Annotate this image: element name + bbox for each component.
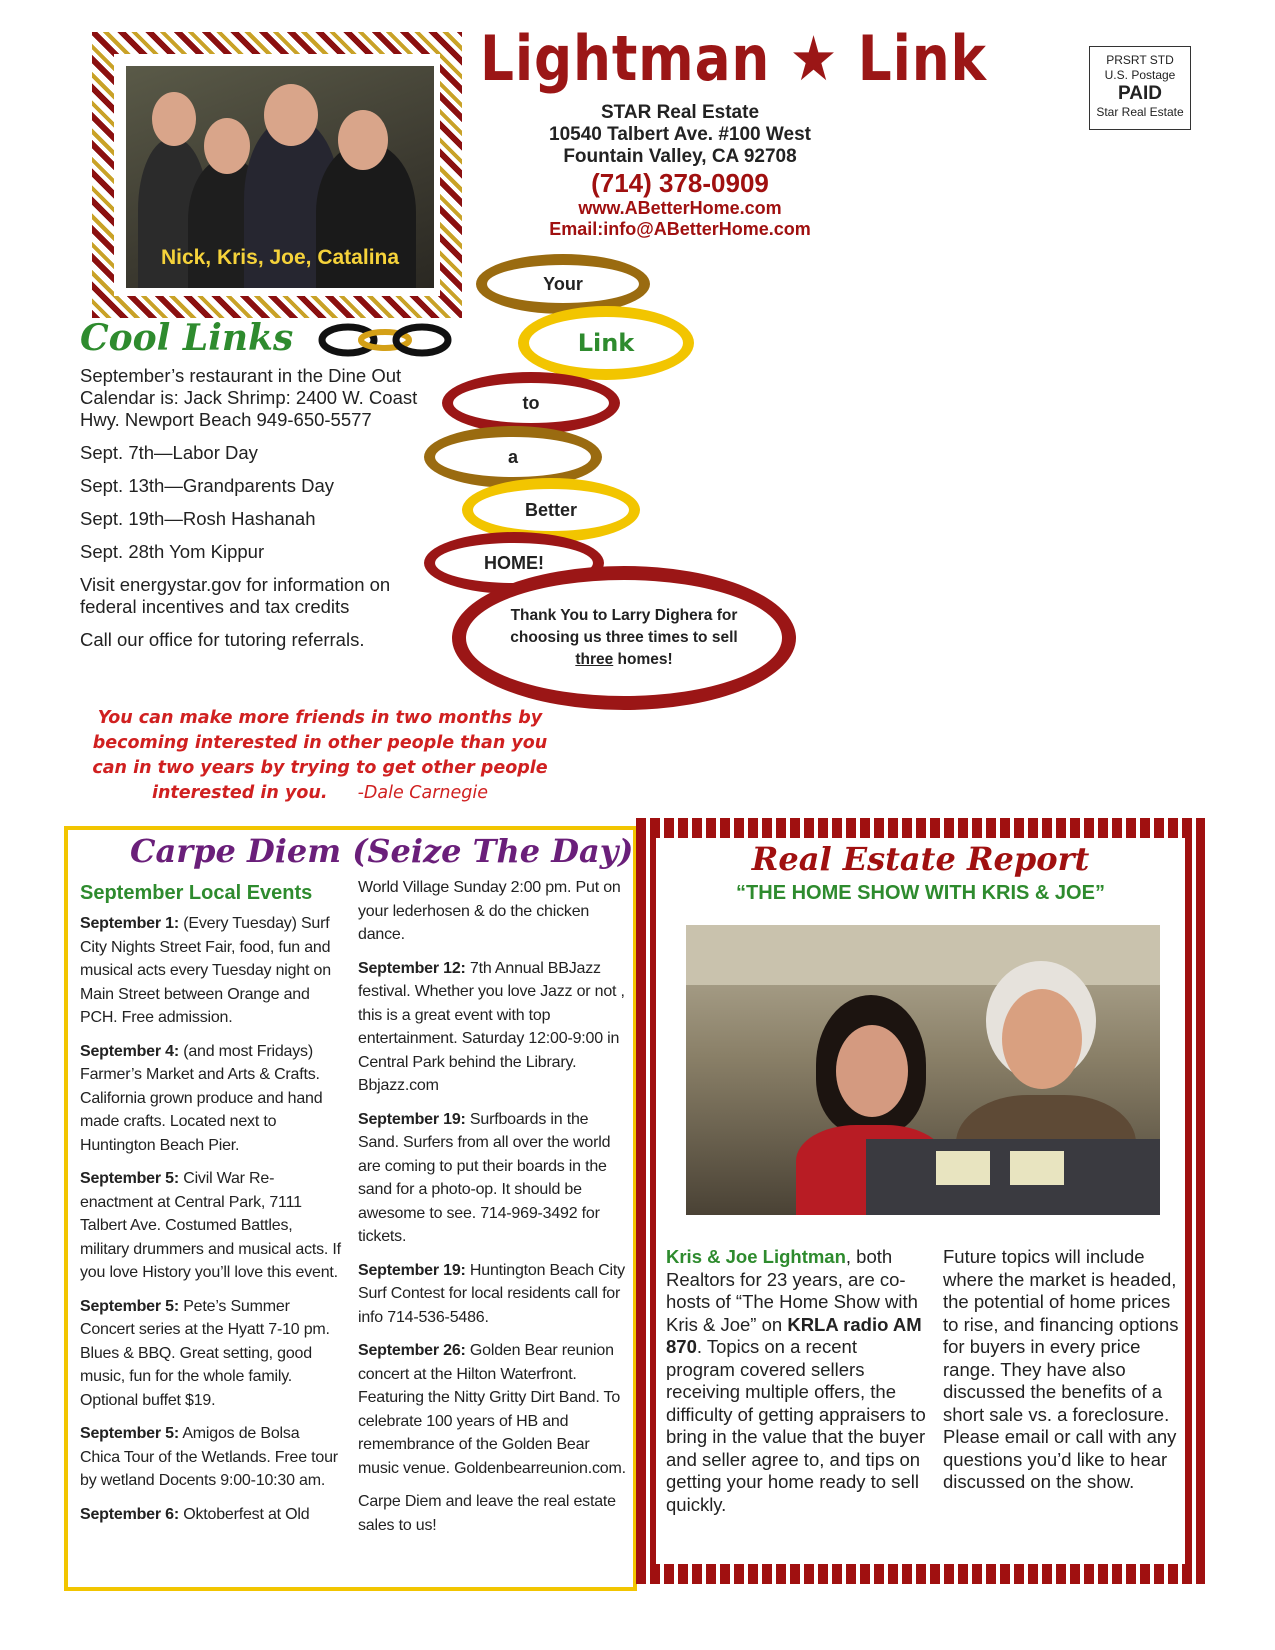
cool-link-item: Sept. 19th—Rosh Hashanah <box>80 508 316 529</box>
company-name: STAR Real Estate <box>600 102 760 123</box>
cool-link-item: Sept. 13th—Grandparents Day <box>80 475 335 496</box>
oval-your <box>476 254 650 314</box>
postage-paid: PAID <box>1118 83 1162 104</box>
event-item: September 5: Amigos de Bolsa Chica Tour of the Wetlands. Free tour by wetland Docents 9:00-10:30 am. <box>80 1425 338 1489</box>
web-contacts <box>470 198 890 240</box>
event-item: September 4: (and most Fridays) Farmer’s Market and Arts & Crafts. California grown produce and hand made crafts. Located next to Huntington Beach Pier. <box>80 1042 323 1154</box>
oval-word: Link <box>577 329 635 357</box>
events-subtitle: September Local Events <box>80 882 313 904</box>
oval-word: a <box>507 446 518 467</box>
radio-station: KRLA radio AM 870 <box>666 1313 922 1357</box>
quote-text: You can make more friends in two months by becoming interested in other people than you can in two years by trying to get other people interested in you. <box>92 708 548 803</box>
event-item: September 19: Surfboards in the Sand. Surfers from all over the world are coming to put their boards in the sand for a photo-op. It should be awesome to see. 714-969-3492 for tickets. <box>358 1110 611 1245</box>
report-subtitle: “THE HOME SHOW WITH KRIS & JOE” <box>736 882 1105 904</box>
photo-caption: Nick, Kris, Joe, Catalina <box>160 246 400 269</box>
oval-link <box>518 306 694 380</box>
cool-link-item: Sept. 28th Yom Kippur <box>80 541 265 562</box>
postage-line-4: Star Real Estate <box>1096 105 1184 119</box>
event-continued: World Village Sunday 2:00 pm. Put on your lederhosen & do the chicken dance. <box>358 879 621 943</box>
events-column-left <box>80 912 342 1536</box>
event-item: September 5: Pete’s Summer Concert series at the Hyatt 7-10 pm. Blues & BBQ. Great setting, good music, fun for the whole family. Optional buffet $19. <box>80 1297 330 1409</box>
quote-author: -Dale Carnegie <box>357 783 489 803</box>
phone-number: (714) 378-0909 <box>591 168 769 198</box>
oval-to <box>442 372 620 434</box>
oval-word: Your <box>543 273 583 294</box>
cool-link-item: Sept. 7th—Labor Day <box>80 442 258 463</box>
postage-indicia <box>1089 46 1191 130</box>
report-title: Real Estate Report <box>751 840 1090 878</box>
address-line-1: 10540 Talbert Ave. #100 West <box>549 124 811 145</box>
email-link[interactable]: Email:info@ABetterHome.com <box>549 219 811 239</box>
radio-studio-photo <box>686 925 1160 1215</box>
postage-line-2: U.S. Postage <box>1104 68 1176 82</box>
report-column-right: Future topics will include where the market is headed, the potential of home prices to rise, and financing options for buyers in every price range. They have also discussed the benefits of a short sale vs. a foreclosure. Please email or call with any questions you’d like to hear discussed on the show. <box>943 1246 1179 1492</box>
quote <box>80 706 560 806</box>
event-item: September 26: Golden Bear reunion concert at the Hilton Waterfront. Featuring the Nitty Gritty Dirt Band. To celebrate 100 years of HB and remembrance of the Golden Bear music venue. Goldenbearreunion.com. <box>358 1342 626 1477</box>
events-column-right <box>358 876 628 1547</box>
website-link[interactable]: www.ABetterHome.com <box>578 198 782 218</box>
event-item: September 6: Oktoberfest at Old <box>80 1505 310 1523</box>
event-item: September 12: 7th Annual BBJazz festival. Whether you love Jazz or not , this is a great event with top entertainment. Saturday 12:00-9:00 in Central Park behind the Library. Bbjazz.com <box>358 959 625 1094</box>
thanks-message: Thank You to Larry Dighera for choosing us three times to sell three homes! <box>510 607 738 668</box>
cool-link-item: Call our office for tutoring referrals. <box>80 629 365 650</box>
address-line-2: Fountain Valley, CA 92708 <box>563 146 797 167</box>
carpe-diem-title: Carpe Diem (Seize The Day) <box>130 832 634 870</box>
oval-thanks <box>452 566 796 710</box>
events-closing: Carpe Diem and leave the real estate sales to us! <box>358 1493 616 1534</box>
cool-link-item: Visit energystar.gov for information on federal incentives and tax credits <box>80 574 391 617</box>
company-address <box>470 102 890 168</box>
event-item: September 19: Huntington Beach City Surf Contest for local residents call for info 714-536-5486. <box>358 1261 625 1326</box>
cool-links-list <box>80 365 425 662</box>
event-item: September 1: (Every Tuesday) Surf City Nights Street Fair, food, fun and musical acts every Tuesday night on Main Street between Orange and PCH. Free admission. <box>80 915 331 1026</box>
oval-word: to <box>522 392 540 413</box>
report-column-left: Kris & Joe Lightman, both Realtors for 23 years, are co-hosts of “The Home Show with Kris & Joe” on KRLA radio AM 870. Topics on a recent program covered sellers receiving multiple offers, the difficulty of getting appraisers to bring in the value that the buyer and seller agree to, and tips on getting your home ready to sell quickly. <box>666 1246 926 1515</box>
postage-line-1: PRSRT STD <box>1106 53 1174 67</box>
newsletter-title: Lightman ★ Link <box>480 22 987 95</box>
hosts-names: Kris & Joe Lightman <box>666 1246 846 1267</box>
oval-word: Better <box>524 499 577 520</box>
chain-icon <box>318 322 452 358</box>
event-item: September 5: Civil War Re-enactment at Central Park, 7111 Talbert Ave. Costumed Battles, military drummers and musical acts. If you love History you’ll love this event. <box>80 1170 341 1281</box>
oval-word: HOME! <box>484 552 544 573</box>
cool-links-title: Cool Links <box>80 317 294 359</box>
cool-link-item: September’s restaurant in the Dine Out Calendar is: Jack Shrimp: 2400 W. Coast Hwy. Newport Beach 949-650-5577 <box>80 365 418 430</box>
